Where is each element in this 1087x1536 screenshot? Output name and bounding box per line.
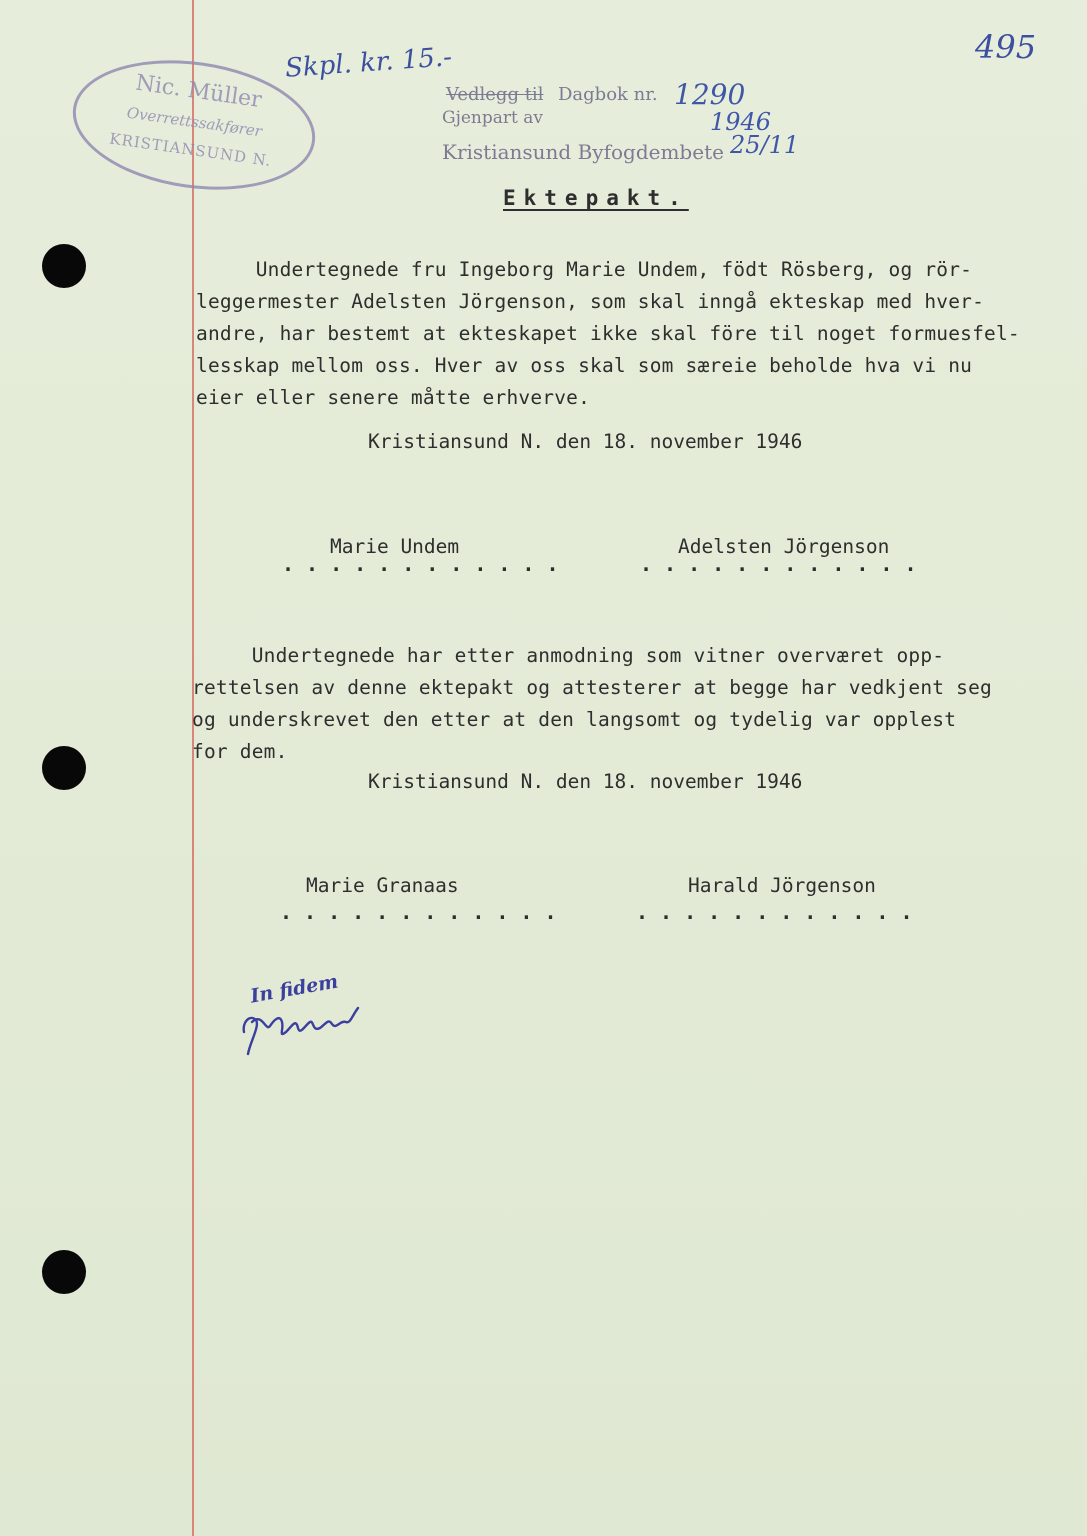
signature-adelsten-jorgenson: Adelsten Jörgenson <box>678 535 890 558</box>
stamp-name: Nic. Müller <box>134 70 264 114</box>
dagbok-year: 1946 <box>710 108 772 136</box>
handwritten-reference: Skpl. kr. 15.- <box>284 42 453 84</box>
punch-hole-top <box>42 244 86 288</box>
paragraph-2-line: rettelsen av denne ektepakt og attesterer at begge har vedkjent seg <box>192 676 992 699</box>
signature-dots: ............ <box>640 552 929 576</box>
paragraph-2-line: Undertegnede har etter anmodning som vitner overværet opp- <box>192 644 945 667</box>
stamp-title: Overrettssakfører <box>125 103 264 141</box>
paragraph-1-line: Undertegnede fru Ingeborg Marie Undem, födt Rösberg, og rör- <box>196 258 973 281</box>
dagbok-struck-label: Vedlegg til <box>446 84 544 105</box>
paragraph-1-line: andre, har bestemt at ekteskapet ikke skal före til noget formuesfel- <box>196 322 1020 345</box>
witness-harald-jorgenson: Harald Jörgenson <box>688 874 876 897</box>
date-line-2: Kristiansund N. den 18. november 1946 <box>368 770 803 793</box>
margin-line <box>192 0 194 1536</box>
date-line-1: Kristiansund N. den 18. november 1946 <box>368 430 803 453</box>
dagbok-date: 25/11 <box>730 131 800 159</box>
paragraph-1-line: lesskap mellom oss. Hver av oss skal som særeie beholde hva vi nu <box>196 354 973 377</box>
dagbok-label: Dagbok nr. <box>558 84 658 105</box>
signature-dots: ............ <box>282 552 571 576</box>
punch-hole-middle <box>42 746 86 790</box>
handwritten-page-number: 495 <box>975 28 1037 66</box>
paragraph-1-line: eier eller senere måtte erhverve. <box>196 386 591 409</box>
in-fidem-label: In fidem <box>248 970 340 1008</box>
punch-hole-bottom <box>42 1250 86 1294</box>
dagbok-office: Kristiansund Byfogdembete <box>442 140 724 164</box>
paragraph-1-line: leggermester Adelsten Jörgenson, som skal inngå ekteskap med hver- <box>196 290 985 313</box>
signature-marie-undem: Marie Undem <box>330 535 460 558</box>
document-title: Ektepakt. <box>503 186 689 210</box>
stamp-city: KRISTIANSUND N. <box>108 129 273 171</box>
witness-marie-granaas: Marie Granaas <box>306 874 459 897</box>
signature-dots: ............ <box>280 900 569 924</box>
dagbok-stamp <box>442 78 800 184</box>
handwritten-signature <box>240 992 370 1062</box>
dagbok-number: 1290 <box>674 78 746 111</box>
paragraph-2-line: for dem. <box>192 740 288 763</box>
paragraph-2-line: og underskrevet den etter at den langsomt og tydelig var opplest <box>192 708 957 731</box>
signature-dots: ............ <box>636 900 925 924</box>
dagbok-copy-label: Gjenpart av <box>442 108 543 128</box>
